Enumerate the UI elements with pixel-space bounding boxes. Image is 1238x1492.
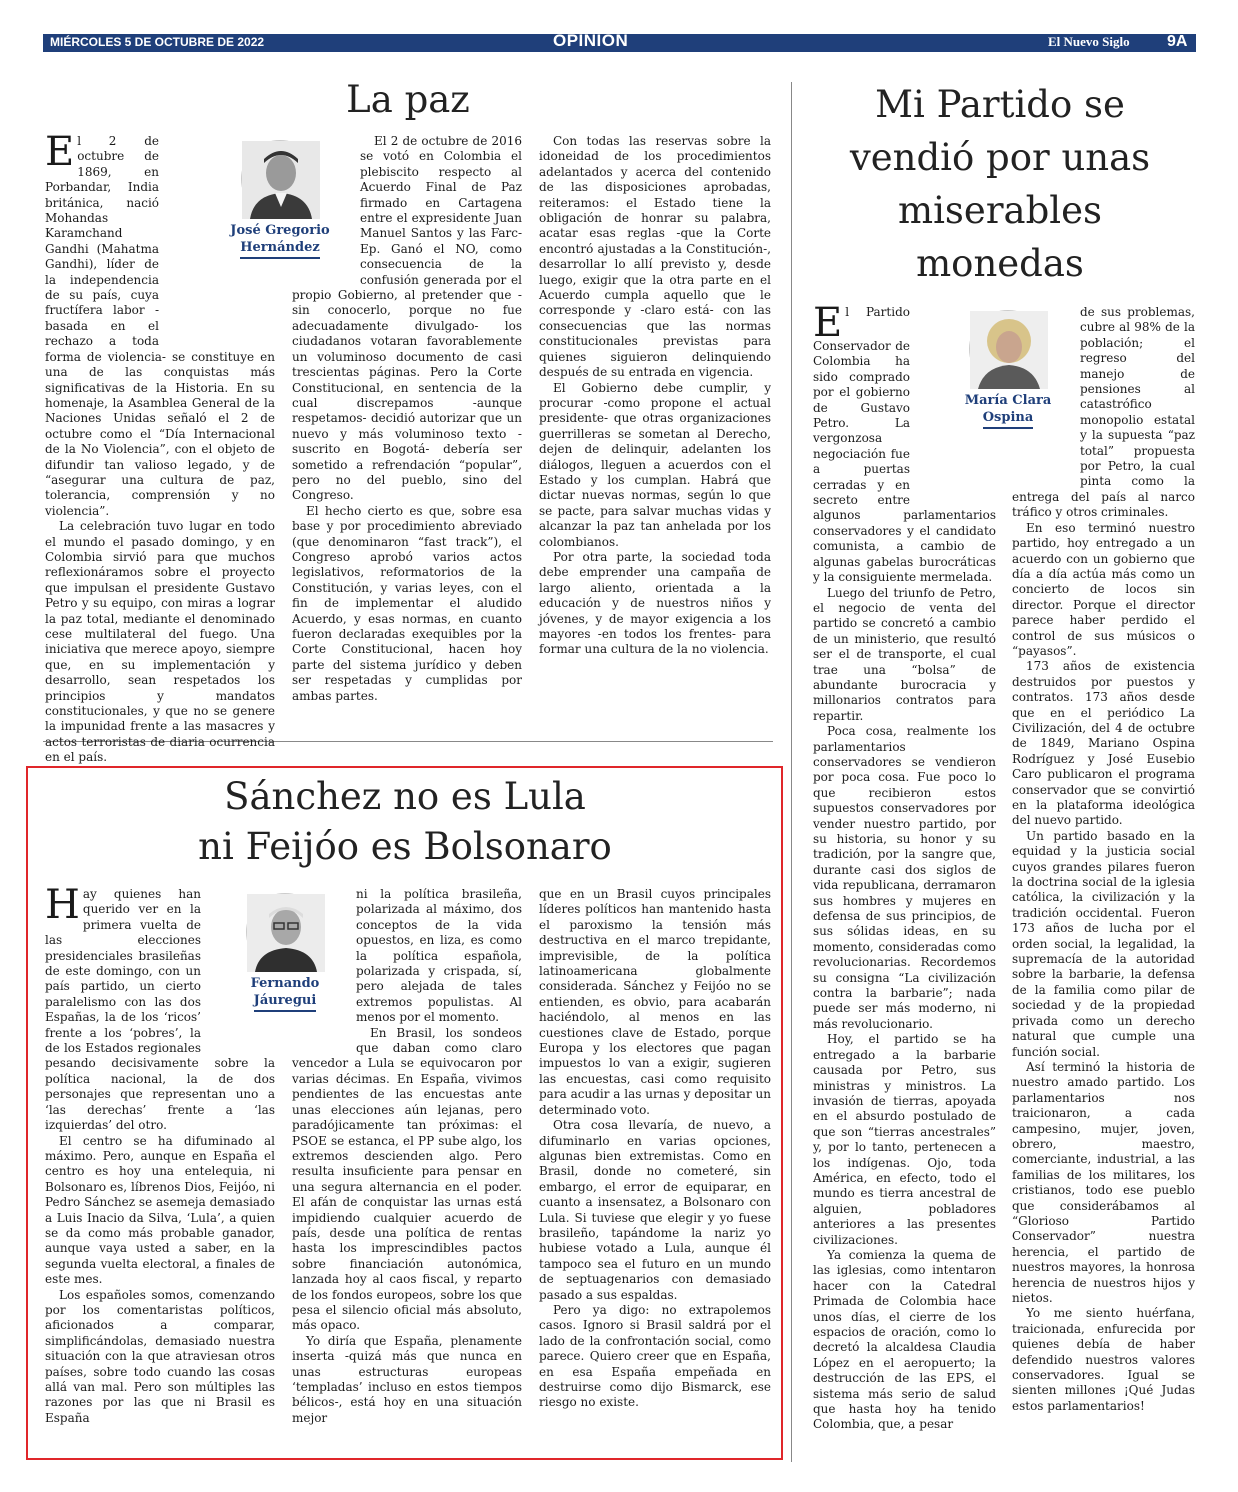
article1-dropcap: E xyxy=(45,129,75,175)
article2-column-2 xyxy=(1012,305,1195,1460)
article1-paragraph: La celebración tuvo lugar en todo el mundo el pasado domingo, y en Colombia sirvió para que muchos reflexionáramos sobre el proyecto que impulsan el presidente Gustavo Petro y su equipo, con miras a lograr la paz total, mediante el denominado cese multilateral del fuego. Una iniciativa que merece apoyo, siempre que, en su implementación y desarrollo, sean respetados los principios y mandatos constitucionales, y que no se genere la impunidad frente a las masacres y actos terroristas de diaria ocurrencia en el país. xyxy=(45,519,275,765)
article1-paragraph: Por otra parte, la sociedad toda debe emprender una campaña de largo aliento, orientada a la educación y de nuestros niños y jóvenes, y de mayor exigencia a los mayores -en todos los frentes- para formar una cultura de la no violencia. xyxy=(539,549,771,657)
article2-title xyxy=(800,78,1200,290)
article2-paragraph: Luego del triunfo de Petro, el negocio de venta del partido se concretó a cambio de un ministerio, que resultó ser el de transporte, el cual trae una “bolsa” de abundante burocracia y millonarios contratos para repartir. xyxy=(813,585,996,723)
author-first-name: Fernando xyxy=(250,976,320,991)
article3-paragraph: ay quienes han querido ver en la primera vuelta de las elecciones presidenciales brasileñas de este domingo, con un país partido, un cierto paralelismo con las dos Españas, la de los ‘ricos’ frente a los ‘pobres’, la de los Estados regionales pesando decisivamente sobre la política nacional, la de dos personajes que representan uno a ‘las derechas’ frente a ‘las izquierdas’ del otro. xyxy=(45,887,275,1133)
article2-paragraph: Poca cosa, realmente los parlamentarios conservadores se vendieron por poca cosa. Fue poco lo que recibieron estos supuestos conservadores por vender nuestro partido, por su historia, su honor y su tradición, por la sangre que, durante casi dos siglos de vida republicana, derramaron sus hombres y mujeres en defensa de sus principios, de sus sólidas ideas, en su momento, consideradas como revolucionarias. Recordemos su consigna “La civilización contra la barbarie”; nada puede ser más moderno, ni más revolucionario. xyxy=(813,724,996,1031)
article2-paragraph: Hoy, el partido se ha entregado a la barbarie causada por Petro, sus ministras y ministros. La invasión de tierras, apoyada en el absurdo postulado de que son “tierras ancestrales” y, por lo tanto, pertenecen a los indígenas. Ojo, toda América, en efecto, todo el mundo es tierra ancestral de alguien, pobladores anteriores a las presentes civilizaciones. xyxy=(813,1032,996,1247)
article1-column-2 xyxy=(292,134,522,724)
article1-paragraph: El 2 de octubre de 2016 se votó en Colombia el plebiscito respecto al Acuerdo Final de Paz firmado en Cartagena entre el expresidente Juan Manuel Santos y las Farc-Ep. Ganó el NO, como consecuencia de la confusión generada por el propio Gobierno, al pretender que -sin conocerlo, porque no fue adecuadamente divulgado- los ciudadanos votaran favorablemente un voluminoso documento de casi trescientas páginas. Pero la Corte Constitucional, en sentencia de la cual discrepamos -aunque respetamos- decidió autorizar que un nuevo y más voluminoso texto -suscrito en Bogotá- debería ser sometido a refrendación “popular”, pero no del pueblo, sino del Congreso. xyxy=(292,134,522,503)
article2-column-1 xyxy=(813,300,996,1460)
article1-paragraph: Con todas las reservas sobre la idoneidad de los procedimientos adelantados y acerca del contenido de las disposiciones aprobadas, reiteramos: el Estado tiene la obligación de honrar su palabra, acatar esas reglas -que la Corte encontró ajustadas a la Constitución-, desarrollar lo allí previsto y, desde luego, exigir que la otra parte en el Acuerdo cumpla aquello que le corresponde y -claro está- con las consecuencias que las normas constitucionales previstas para quienes siguieron delinquiendo después de su entrada en vigencia. xyxy=(539,134,771,380)
article3-paragraph: Pero ya digo: no extrapolemos casos. Ignoro si Brasil saldrá por el lado de la confrontación social, como parece. Quiero creer que en España, en esa España empeñada en destruirse como dijo Bismarck, ese riesgo no existe. xyxy=(539,1302,771,1410)
article1-title: La paz xyxy=(346,78,470,121)
article2-paragraph: Yo me siento huérfana, traicionada, enfurecida por quienes debía de haber defendido nuestros valores conservadores. Igual se sienten millones ¡Qué Judas estos parlamentarios! xyxy=(1012,1306,1195,1413)
article3-column-2 xyxy=(292,887,522,1452)
article3-paragraph: El centro se ha difuminado al máximo. Pero, aunque en España el centro es hoy una entelequia, ni Bolsonaro es, líbrenos Dios, Feijóo, ni Pedro Sánchez se asemeja demasiado a Luis Inacio da Silva, ‘Lula’, a quien se da como más probable ganador, aunque vaya usted a saber, en la segunda vuelta electoral, a finales de este mes. xyxy=(45,1133,275,1287)
article2-paragraph: 173 años de existencia destruidos por puestos y contratos. 173 años desde que en el periódico La Civilización, del 4 de octubre de 1849, Mariano Ospina Rodríguez y José Eusebio Caro publicaron el programa conservador que se convirtió en la plataforma ideológica del nuevo partido. xyxy=(1012,659,1195,828)
article2-portrait-float xyxy=(1012,305,1076,475)
article2-title-line: Mi Partido se xyxy=(875,83,1125,126)
article3-title-line: ni Feijóo es Bolsonaro xyxy=(198,825,612,868)
header-bar xyxy=(43,31,1196,52)
author-last-name: Hernández xyxy=(240,239,319,259)
article3-paragraph: Los españoles somos, comenzando por los comentaristas políticos, aficionados a comparar, simplificándolas, demasiado nuestra situación con la que atraviesan otros países, sobre todo cuando las cosas allá van mal. Pero son múltiples las razones por las que ni Brasil es España xyxy=(45,1287,275,1425)
header-date: MIÉRCOLES 5 DE OCTUBRE DE 2022 xyxy=(50,35,265,49)
article1-paragraph: El hecho cierto es que, sobre esa base y por procedimiento abreviado (que denominaron “fast track”), el Congreso aprobó varios actos legislativos, reformatorios de la Constitución, y varias leyes, con el fin de implementar el aludido Acuerdo, y esas normas, en cuanto fueron declaradas exequibles por la Corte Constitucional, hacen hoy parte del sistema jurídico y deben ser respetadas y cumplidas por ambas partes. xyxy=(292,503,522,703)
article1-portrait-float xyxy=(292,134,356,274)
article1-paragraph: El Gobierno debe cumplir, y procurar -como propone el actual presidente- que otras organizaciones guerrilleras se sometan al Derecho, dejen de delinquir, adelanten los diálogos, lleguen a acuerdos con el Estado y los cumplan. Habrá que dictar nuevas normas, según lo que se pacte, para salvar muchas vidas y alcanzar la paz tan anhelada por los colombianos. xyxy=(539,380,771,549)
column-divider xyxy=(791,82,792,1462)
article3-portrait-float xyxy=(292,887,352,1047)
article3-title xyxy=(30,772,780,872)
article3-dropcap: H xyxy=(45,882,80,928)
author-last-name: Jáuregui xyxy=(254,992,317,1012)
article2-paragraph: l Partido Conservador de Colombia ha sido comprado por el gobierno de Gustavo Petro. La vergonzosa negociación fue a puertas cerradas y en secreto entre algunos parlamentarios conservadores y el candidato comunista, a cambio de algunas gabelas burocráticas y la consiguiente mermelada. xyxy=(813,305,996,585)
article1-paragraph: l 2 de octubre de 1869, en Porbandar, India británica, nació Mohandas Karamchand Gandhi (Mahatma Gandhi), líder de la independencia de su país, cuya fructífera labor -basada en el rechazo a toda forma de violencia- se constituye en una de las conquistas más significativas de la Historia. En su homenaje, la Asamblea General de la Naciones Unidas señaló el 2 de octubre como el “Día Internacional de la No Violencia”, con el objeto de difundir tan valioso legado, y de “asegurar una cultura de paz, tolerancia, comprensión y no violencia”. xyxy=(45,134,275,518)
article2-title-line: monedas xyxy=(916,242,1084,285)
article3-paragraph: ni la política brasileña, polarizada al máximo, dos conceptos de la vida opuestos, en liza, es como la política española, polarizada y crispada, sí, pero alejada de tales extremos populistas. Al menos por el momento. xyxy=(356,887,522,1025)
article2-paragraph: de sus problemas, cubre al 98% de la población; el regreso del manejo de pensiones al catastrófico monopolio estatal y la supuesta “paz total” propuesta por Petro, la cual pinta como la entrega del país al narco tráfico y otros criminales. xyxy=(1012,305,1195,520)
header-section: OPINIÓN xyxy=(553,31,629,50)
article2-title-line: miserables xyxy=(898,189,1102,232)
article3-paragraph: Yo diría que España, plenamente inserta -quizá más que nunca en unas estructuras europeas ‘templadas’ incluso en estos tiempos bélicos-, está hoy en una situación mejor xyxy=(292,1333,522,1425)
article2-title-line: vendió por unas xyxy=(849,136,1151,179)
page-number: 9A xyxy=(1167,33,1188,50)
article2-paragraph: Ya comienza la quema de las iglesias, como intentaron hacer con la Catedral Primada de Colombia hace unos días, el cierre de los espacios de oración, como lo decretó la alcaldesa Claudia López en el aeropuerto; la destrucción de las EPS, el sistema más serio de salud que hasta hoy ha tenido Colombia, que, a pesar xyxy=(813,1247,996,1432)
article2-paragraph: En eso terminó nuestro partido, hoy entregado a un acuerdo con un gobierno que día a día actúa más como un concierto de locos sin director. Porque el director parece haber perdido el control de sus músicos o “payasos”. xyxy=(1012,520,1195,658)
article3-paragraph: En Brasil, los sondeos que daban como claro vencedor a Lula se equivocaron por varias décimas. En España, vivimos pendientes de las encuestas ante unas elecciones aún lejanas, pero paradójicamente tan próximas: el PSOE se estanca, el PP sube algo, los extremos descienden algo. Pero resulta insuficiente para pensar en una segura alternancia en el poder. El afán de conquistar las urnas está impidiendo cualquier acuerdo de país, desde una política de rentas hasta los imprescindibles pactos sobre financiación autonómica, lanzada hoy al caos fiscal, y reparto de los fondos europeos, sobre los que pesa el silencio oficial más absoluto, más opaco. xyxy=(292,1025,522,1333)
article2-paragraph: Así terminó la historia de nuestro amado partido. Los parlamentarios nos traicionaron, a cada campesino, mujer, joven, obrero, maestro, comerciante, industrial, a las familias de los militares, los cristianos, todo ese pueblo que considerábamos al “Glorioso Partido Conservador” nuestra herencia, el partido de nuestros mayores, la honrosa herencia de nuestros hijos y nietos. xyxy=(1012,1059,1195,1305)
article3-paragraph: que en un Brasil cuyos principales líderes políticos han mantenido hasta el paroxismo la tensión más destructiva en el marco trepidante, imprevisible, de la política latinoamericana globalmente considerada. Sánchez y Feijóo no se entienden, es obvio, para acabarán haciéndolo, al menos en las cuestiones clave de Estado, porque Europa y los electores que pagan impuestos lo van a exigir, sugieren las encuestas, casi como requisito para acudir a las urnas y depositar un determinado voto. xyxy=(539,887,771,1117)
article2-dropcap: E xyxy=(813,300,843,346)
author-first-name: José Gregorio xyxy=(230,223,330,238)
article3-paragraph: Otra cosa llevaría, de nuevo, a difuminarlo en varias opciones, algunas bien extremistas. Como en Brasil, donde no cometeré, sin embargo, el error de equiparar, en cuanto a insensatez, a Bolsonaro con Lula. Si tuviese que elegir y yo fuese brasileño, tapándome la nariz yo hubiese votado a Lula, aunque él tampoco sea el futuro en un mundo de septuagenarios con demasiado pasado a sus espaldas. xyxy=(539,1118,771,1302)
newspaper-name: El Nuevo Siglo xyxy=(1048,34,1130,49)
article3-title-line: Sánchez no es Lula xyxy=(224,775,586,818)
article1-column-3 xyxy=(539,134,771,724)
author-last-name: Ospina xyxy=(983,409,1034,429)
article3-column-3 xyxy=(539,887,771,1452)
article2-paragraph: Un partido basado en la equidad y la justicia social cuyos grandes pilares fueron la doctrina social de la iglesia católica, la civilización y la tradición occidental. Fueron 173 años de lucha por el orden social, la legalidad, la supremacía de la autoridad sobre la barbarie, la defensa de la familia como pilar de sociedad y de la propiedad privada como un derecho natural que cumple una función social. xyxy=(1012,828,1195,1059)
author-first-name: María Clara xyxy=(964,393,1052,408)
